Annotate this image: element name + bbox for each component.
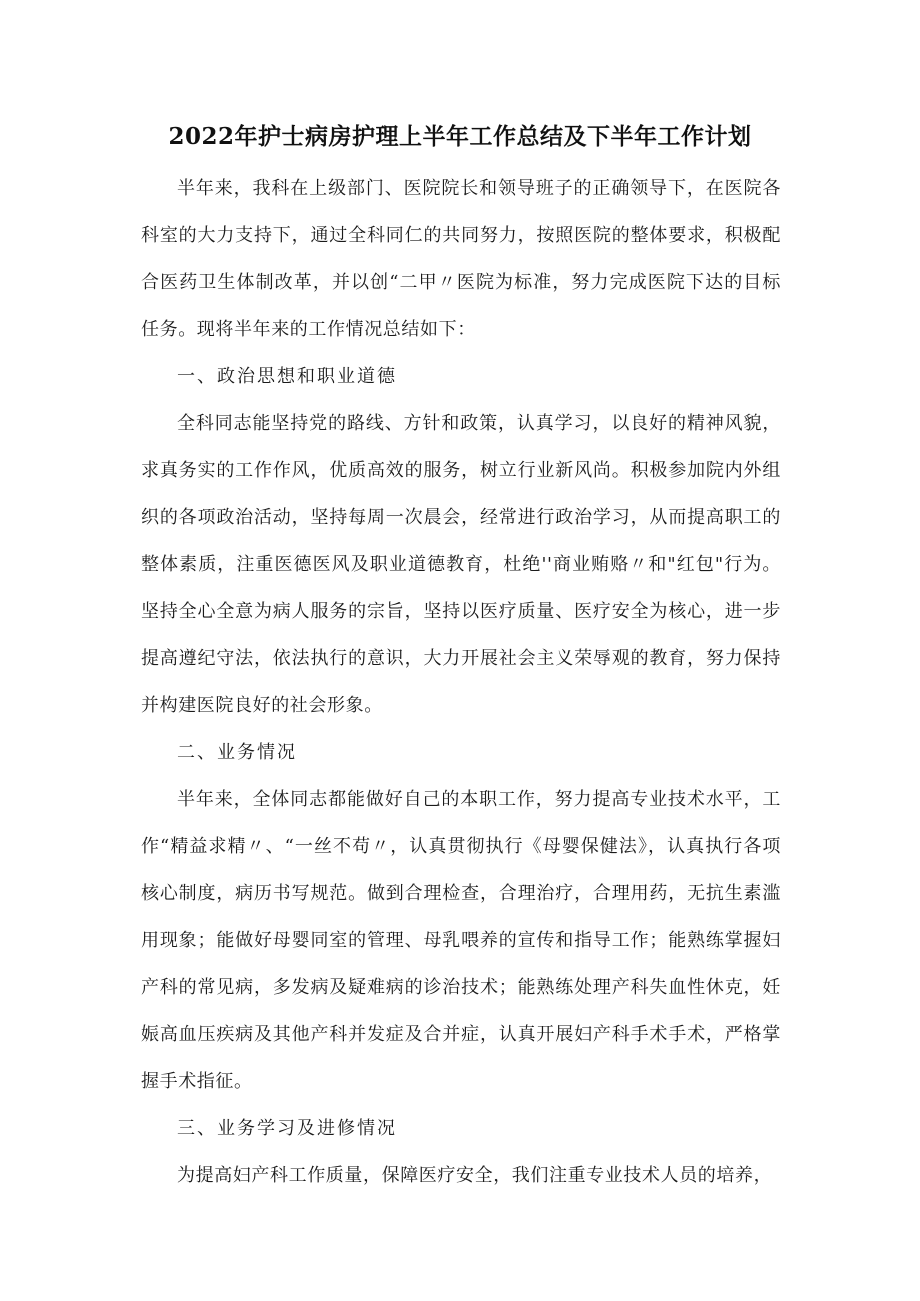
- section-paragraph-study: 为提高妇产科工作质量，保障医疗安全，我们注重专业技术人员的培养，: [177, 1165, 773, 1186]
- intro-paragraph: 半年来，我科在上级部门、医院院长和领导班子的正确领导下，在医院各科室的大力支持下，通过全科同仁的共同努力，按照医院的整体要求，积极配合医药卫生体制改革，并以创“二甲〃医院为标准，努力完成医院下达的目标任务。现将半年来的工作情况总结如下：: [141, 178, 781, 340]
- section-heading-study: 三、业务学习及进修情况: [177, 1118, 397, 1139]
- document-body: [141, 165, 781, 1199]
- section-heading-politics: 一、政治思想和职业道德: [177, 366, 397, 387]
- document-title: 2022年护士病房护理上半年工作总结及下半年工作计划: [168, 123, 752, 150]
- section-paragraph-politics: 全科同志能坚持党的路线、方针和政策，认真学习，以良好的精神风貌，求真务实的工作作风，优质高效的服务，树立行业新风尚。积极参加院内外组织的各项政治活动，坚持每周一次晨会，经常进行政治学习，从而提高职工的整体素质，注重医德医风及职业道德教育，杜绝''商业贿赂〃和"红包"行为。坚持全心全意为病人服务的宗旨，坚持以医疗质量、医疗安全为核心，进一步提高遵纪守法，依法执行的意识，大力开展社会主义荣辱观的教育，努力保持并构建医院良好的社会形象。: [141, 413, 781, 716]
- section-heading-business: 二、业务情况: [177, 742, 297, 763]
- section-paragraph-business: 半年来，全体同志都能做好自己的本职工作，努力提高专业技术水平，工作“精益求精〃、“一丝不苟〃，认真贯彻执行《母婴保健法》，认真执行各项核心制度，病历书写规范。做到合理检查，合理治疗，合理用药，无抗生素滥用现象；能做好母婴同室的管理、母乳喂养的宣传和指导工作；能熟练掌握妇产科的常见病，多发病及疑难病的诊治技术；能熟练处理产科失血性休克，妊娠高血压疾病及其他产科并发症及合并症，认真开展妇产科手术手术，严格掌握手术指征。: [141, 789, 781, 1092]
